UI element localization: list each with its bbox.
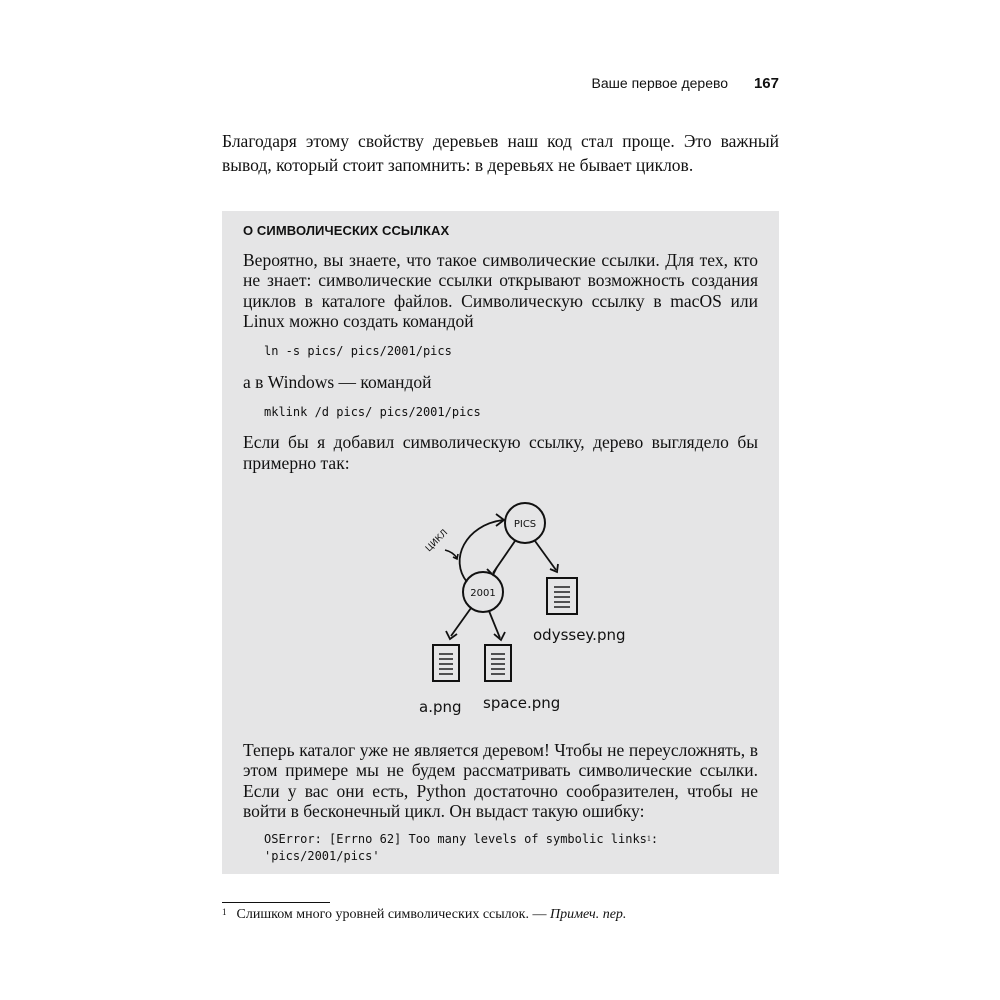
cycle-label-arrow xyxy=(445,550,457,558)
cycle-label: ЦИКЛ xyxy=(424,528,451,555)
file-label-space: space.png xyxy=(483,694,561,712)
footnote-translator-note: Примеч. пер. xyxy=(549,907,627,922)
sidebar-content xyxy=(243,223,758,863)
file-icon-a xyxy=(433,645,459,681)
page-number: 167 xyxy=(753,75,779,92)
code-mklink-command: mklink /d pics/ pics/2001/pics xyxy=(264,404,481,419)
footnote xyxy=(222,907,782,923)
code-oserror-line1: OSError: [Errno 62] Too many levels of symbolic links xyxy=(264,832,647,846)
sidebar-title: О СИМВОЛИЧЕСКИХ ССЫЛКАХ xyxy=(243,223,450,238)
footnote-ref: 1 xyxy=(646,834,651,843)
file-icon-odyssey xyxy=(547,578,577,614)
sidebar-box xyxy=(222,211,779,874)
intro-text: Благодаря этому свойству деревьев наш код стал проще. Это важный вывод, который стоит запомнить: в деревьях не бывает циклов. xyxy=(222,131,779,175)
file-icon-space xyxy=(485,645,511,681)
running-head-title: Ваше первое дерево xyxy=(591,75,729,91)
footnote-text: Слишком много уровней символических ссылок. — xyxy=(236,907,550,922)
file-label-odyssey: odyssey.png xyxy=(533,626,626,644)
root-node-label: PICS xyxy=(513,519,537,530)
sidebar-paragraph-3: Если бы я добавил символическую ссылку, дерево выглядело бы примерно так: xyxy=(243,432,758,473)
intro-paragraph xyxy=(222,129,779,177)
code-oserror xyxy=(243,831,658,864)
code-oserror-line2: 'pics/2001/pics' xyxy=(264,848,380,863)
edge-2001-to-a xyxy=(451,608,471,636)
code-oserror-colon: : xyxy=(650,832,659,846)
sidebar-paragraph-1: Вероятно, вы знаете, что такое символические ссылки. Для тех, кто не знает: символические ссылки открывают возможность создания циклов в каталоге файлов. Символическую ссылку в macOS или Linux можно создать командой xyxy=(243,250,758,331)
running-head xyxy=(222,75,779,92)
file-label-a: a.png xyxy=(419,698,462,716)
edge-root-to-odyssey xyxy=(535,541,556,570)
tree-diagram xyxy=(383,500,626,730)
footnote-rule xyxy=(222,902,330,903)
tree-diagram-svg xyxy=(383,500,626,730)
sidebar-paragraph-4: Теперь каталог уже не является деревом! Чтобы не переусложнять, в этом примере мы не будем рассматривать символические ссылки. Если у вас они есть, Python достаточно сообразителен, чтобы не войти в бесконечный цикл. Он выдаст такую ошибку: xyxy=(243,740,758,821)
code-ln-command: ln -s pics/ pics/2001/pics xyxy=(264,344,452,359)
footnote-mark: 1 xyxy=(222,907,227,917)
child-node-label: 2001 xyxy=(470,588,496,599)
sidebar-paragraph-2: а в Windows — командой xyxy=(243,371,432,392)
